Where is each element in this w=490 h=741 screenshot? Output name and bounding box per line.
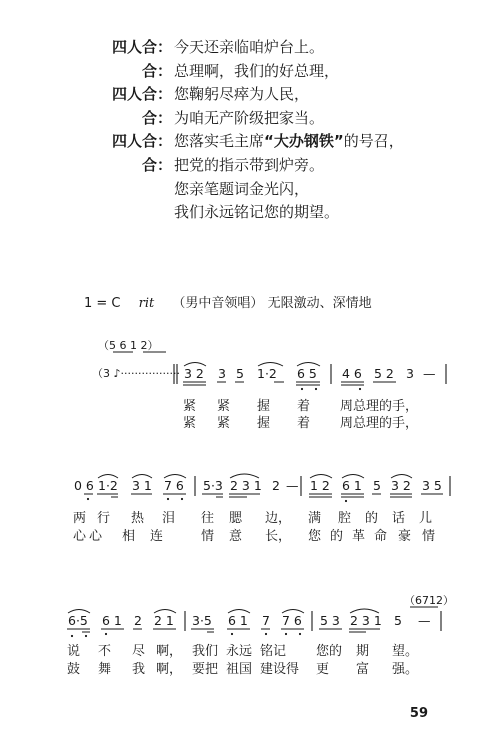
lyric-syllable: 长， [265,529,292,544]
lyric-syllable: 着 [297,416,311,431]
lyric-syllable: 周总理的手， [340,399,419,414]
lyric-syllable: 命 [374,529,388,544]
note: 7 6 [164,478,184,493]
lyric-syllable: 心 [89,529,103,544]
lyric-syllable: 儿 [419,511,433,526]
lyric-syllable: 尽 [132,644,146,659]
lyric-text-before: 您落实毛主席 [174,132,265,151]
note: 0 6 [74,478,94,493]
lyric-syllable: 心 [73,529,87,544]
lyric-syllable: 话 [392,511,406,526]
lyric-syllable: 着 [297,399,311,414]
lyric-text: 为咱无产阶级把家当。 [174,108,325,127]
note: 3 [406,366,414,381]
expression-label: 无限激动、深情地 [267,296,372,311]
lyric-text: 把党的指示带到炉旁。 [174,155,325,174]
lyric-syllable: 握 [257,399,271,414]
lyric-text-after: 的号召， [343,132,404,151]
note: 5·3 [203,478,223,493]
note: 2 3 1 [350,613,382,628]
lyric-syllable: 永远 [226,644,253,659]
ritardando-mark: rit [138,296,155,311]
low-octave-dot [359,388,361,390]
lyric-syllable: 期 [356,644,370,659]
note: 1·2 [257,366,277,381]
low-octave-dot [105,633,107,635]
page-number: 59 [409,706,428,721]
lyric-syllable: 热 [131,511,145,526]
note: 4 6 [342,366,362,381]
lyric-syllable: 望。 [392,644,419,659]
low-octave-dot [299,633,301,635]
lyric-syllable: 更 [316,662,330,677]
lyric-syllable: 啊， [156,644,183,659]
low-octave-dot [181,498,183,500]
note: 6 1 [228,613,248,628]
note: — [286,478,299,493]
low-octave-dot [167,498,169,500]
note: 5 [394,613,402,628]
note: — [418,613,431,628]
note: 7 [262,613,270,628]
low-octave-dot [345,500,347,502]
lyric-syllable: 我们 [192,644,219,659]
lyric-syllable: 强。 [392,662,419,677]
low-octave-dot [231,633,233,635]
lyric-syllable: 紧 [183,416,197,431]
note: 2 3 1 [230,478,262,493]
note: 2 1 [154,613,174,628]
intro-cue-prefix: （3 ♪················· [92,367,180,380]
note: 5 2 [374,366,394,381]
note: — [423,366,436,381]
speaker-label: 四人合： [112,85,173,104]
lyric-syllable: 边， [265,511,292,526]
lyric-syllable: 情 [201,529,215,544]
note: 3 2 [391,478,411,493]
lyric-syllable: 革 [352,529,366,544]
lyric-syllable: 说 [67,644,81,659]
lyric-syllable: 满 [308,511,322,526]
lyric-syllable: 紧 [183,399,197,414]
lyric-syllable: 富 [356,662,370,677]
lyric-syllable: 铭记 [260,644,287,659]
lyric-syllable: 腮 [229,511,243,526]
note: 3 5 [422,478,442,493]
lyric-syllable: 握 [257,416,271,431]
note: 3 2 [184,366,204,381]
low-octave-dot [285,633,287,635]
low-octave-dot [301,388,303,390]
lyric-syllable: 情 [422,529,436,544]
lyric-syllable: 豪 [398,529,412,544]
speaker-label: 合： [141,108,172,127]
key-signature: 1 = C [84,296,121,311]
intro-cue-paren: （5 6 1 2） [98,339,159,352]
cue-end: （6712） [404,594,454,607]
note: 2 [272,478,280,493]
lyric-syllable: 您的 [316,644,343,659]
low-octave-dot [71,635,73,637]
low-octave-dot [315,388,317,390]
lyric-syllable: 相 [122,529,136,544]
lyric-syllable: 行 [97,511,111,526]
low-octave-dot [85,635,87,637]
note: 1·2 [98,478,118,493]
lyric-syllable: 周总理的手， [340,416,419,431]
voice-label: （男中音领唱） [172,296,264,311]
lyric-syllable: 祖国 [226,662,253,677]
low-octave-dot [265,633,267,635]
lyric-syllable: 不 [98,644,112,659]
lyric-syllable: 泪 [162,511,176,526]
speaker-label: 合： [141,61,172,80]
note: 6 5 [297,366,317,381]
lyric-syllable: 您 [308,529,322,544]
speaker-label: 合： [141,155,172,174]
lyric-syllable: 两 [73,511,87,526]
lyric-text: 总理啊，我们的好总理， [174,61,340,80]
note: 5 [373,478,381,493]
note: 3 1 [132,478,152,493]
speaker-label: 四人合： [112,38,173,56]
note: 5 3 [320,613,340,628]
lyric-syllable: 鼓 [67,662,81,677]
note: 6·5 [68,613,88,628]
lyric-text: 我们永远铭记您的期望。 [174,203,340,222]
lyric-syllable: 要把 [192,662,219,677]
note: 5 [236,366,244,381]
lyric-syllable: 的 [365,511,379,526]
lyric-text: 您鞠躬尽瘁为人民， [174,85,310,104]
note: 6 1 [342,478,362,493]
lyric-syllable: 腔 [338,511,352,526]
lyric-text: 今天还亲临咱炉台上。 [174,38,325,56]
note: 2 [134,613,142,628]
note: 6 1 [102,613,122,628]
low-octave-dot [87,498,89,500]
lyric-syllable: 啊， [156,662,183,677]
note: 7 6 [282,613,302,628]
lyric-syllable: 舞 [98,662,112,677]
lyric-syllable: 建设得 [260,662,300,677]
lyric-text: 您亲笔题词金光闪， [174,179,310,198]
lyric-text-bold: “大办钢铁” [264,132,344,151]
lyric-syllable: 我 [132,662,146,677]
note: 3·5 [192,613,212,628]
speaker-label: 四人合： [112,132,173,151]
lyric-syllable: 紧 [217,416,231,431]
lyric-syllable: 往 [201,511,215,526]
lyric-syllable: 意 [229,529,243,544]
note: 3 [218,366,226,381]
lyric-syllable: 紧 [217,399,231,414]
note: 1 2 [310,478,330,493]
lyric-syllable: 的 [330,529,344,544]
lyric-syllable: 连 [150,529,164,544]
